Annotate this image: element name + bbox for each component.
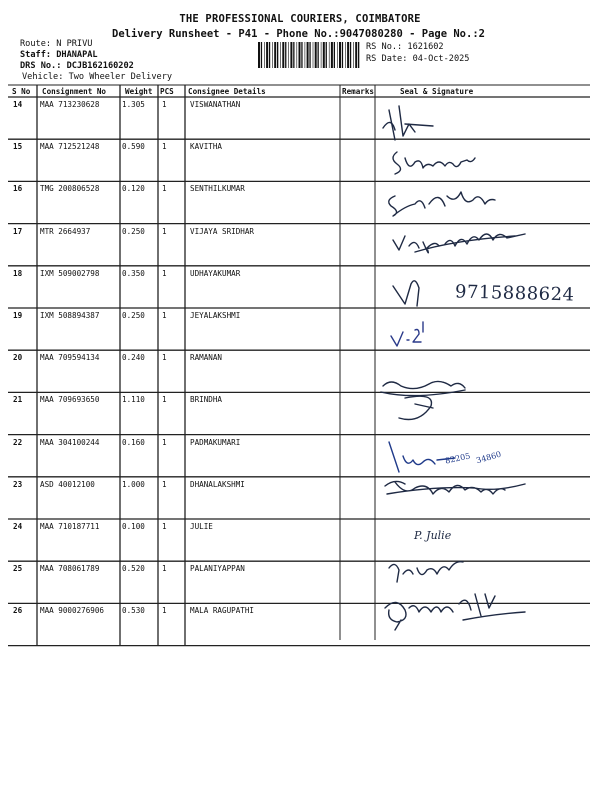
signatures-layer [375,100,600,640]
runsheet-subtitle: Delivery Runsheet - P41 - Phone No.:9047080280 - Page No.:2 [112,28,485,40]
cell-consignee: KAVITHA [190,142,223,152]
cell-consignee: SENTHILKUMAR [190,184,245,194]
cell-consignee: UDHAYAKUMAR [190,268,241,278]
cell-pcs: 1 [162,226,167,236]
cell-pcs: 1 [162,606,167,616]
cell-weight: 0.520 [122,564,145,574]
cell-sno: 20 [13,353,23,363]
cell-consignee: PADMAKUMARI [190,437,241,447]
cell-sno: 26 [13,606,23,616]
cell-consignee: MALA RAGUPATHI [190,606,255,616]
signature-row-14 [383,106,433,140]
cell-weight: 0.120 [122,184,145,194]
handwritten-name-julie: P. Julie [414,529,452,542]
cell-sno: 21 [13,395,23,405]
route-label: Route: N PRIVU [20,39,93,49]
staff-label: Staff: DHANAPAL [20,50,98,60]
cell-sno: 22 [13,437,23,447]
signature-row-23 [385,481,525,494]
cell-consignment: MAA 713230628 [40,100,100,109]
cell-consignment: MAA 709594134 [40,353,100,363]
handwritten-note-1: 82205 [444,451,472,466]
cell-consignee: VISWANATHAN [190,100,241,109]
cell-consignment: ASD 40012100 [40,479,95,489]
cell-sno: 18 [13,268,23,278]
cell-consignment: IXM 508894387 [40,311,100,320]
cell-weight: 1.000 [122,479,145,489]
cell-consignment: TMG 200806528 [40,184,100,194]
document-title: THE PROFESSIONAL COURIERS, COIMBATORE [179,13,421,25]
cell-pcs: 1 [162,395,167,405]
cell-consignment: MAA 709693650 [40,395,100,405]
drs-number: DRS No.: DCJB162160202 [20,61,134,71]
signature-row-16 [389,192,495,216]
col-header-pcs: PCS [160,87,174,96]
cell-weight: 1.110 [122,395,145,405]
cell-consignment: MTR 2664937 [40,226,91,236]
cell-sno: 17 [13,226,23,236]
cell-pcs: 1 [162,437,167,447]
cell-pcs: 1 [162,142,167,152]
cell-consignee: JULIE [190,522,213,531]
col-header-seal-signature: Seal & Signature [400,87,474,96]
signature-row-26 [385,594,525,630]
cell-weight: 0.240 [122,353,145,363]
col-header-weight: Weight [125,87,153,96]
cell-weight: 0.100 [122,522,145,531]
col-header-sno: S No [12,87,31,96]
vehicle-label: Vehicle: Two Wheeler Delivery [22,72,173,82]
rs-date: RS Date: 04-Oct-2025 [366,54,470,64]
cell-consignment: IXM 509002798 [40,268,100,278]
cell-pcs: 1 [162,184,167,194]
cell-consignee: JEYALAKSHMI [190,311,241,320]
cell-sno: 19 [13,311,23,320]
cell-consignee: DHANALAKSHMI [190,479,245,489]
cell-sno: 14 [13,100,23,109]
signature-row-21 [381,381,465,419]
signature-row-18 [393,281,419,306]
cell-consignment: MAA 712521248 [40,142,100,152]
cell-consignment: MAA 9000276906 [40,606,105,616]
signature-row-25 [389,562,463,582]
cell-pcs: 1 [162,479,167,489]
cell-pcs: 1 [162,564,167,574]
cell-weight: 1.305 [122,100,145,109]
rs-number: RS No.: 1621602 [366,42,444,52]
cell-sno: 15 [13,142,23,152]
cell-pcs: 1 [162,311,167,320]
cell-consignee: PALANIYAPPAN [190,564,245,574]
cell-weight: 0.530 [122,606,145,616]
cell-pcs: 1 [162,353,167,363]
handwritten-phone-number: 9715888624 [454,281,575,306]
cell-pcs: 1 [162,522,167,531]
handwritten-note-2: 34860 [475,449,503,466]
cell-weight: 0.250 [122,226,145,236]
cell-sno: 25 [13,564,23,574]
cell-consignment: MAA 304100244 [40,437,100,447]
cell-sno: 24 [13,522,23,531]
cell-consignee: RAMANAN [190,353,223,363]
cell-consignee: BRINDHA [190,395,223,405]
cell-pcs: 1 [162,100,167,109]
cell-weight: 0.250 [122,311,145,320]
cell-sno: 23 [13,479,23,489]
cell-pcs: 1 [162,268,167,278]
cell-consignment: MAA 708061789 [40,564,100,574]
cell-sno: 16 [13,184,23,194]
cell-consignee: VIJAYA SRIDHAR [190,226,255,236]
cell-weight: 0.350 [122,268,145,278]
col-header-remarks: Remarks [342,87,375,96]
col-header-consignment: Consignment No [42,87,107,96]
cell-weight: 0.590 [122,142,145,152]
cell-consignment: MAA 710187711 [40,522,100,531]
signature-row-15 [393,152,475,174]
signature-row-17 [393,234,525,253]
cell-weight: 0.160 [122,437,145,447]
col-header-consignee: Consignee Details [188,87,266,96]
signature-row-19 [391,322,423,346]
